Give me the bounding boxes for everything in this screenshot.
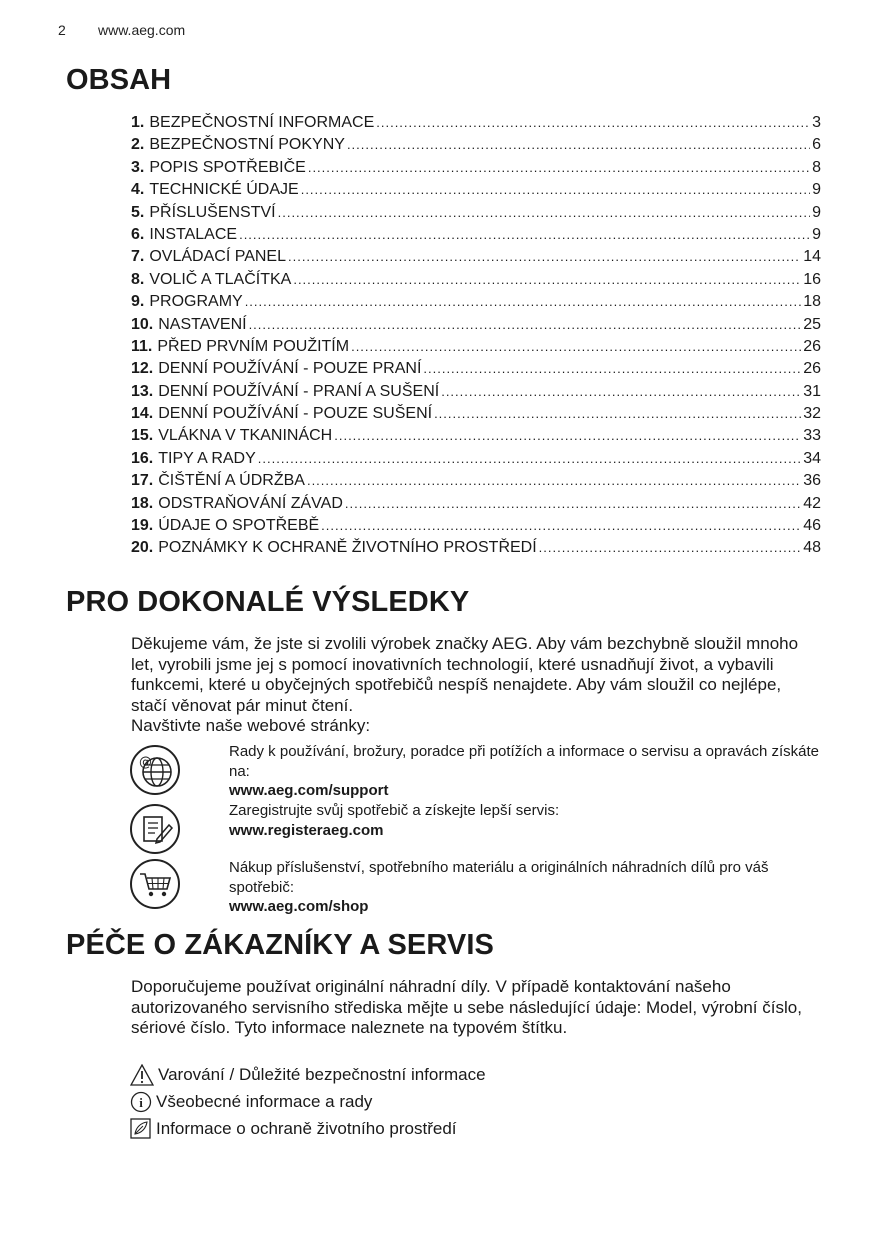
toc-item-title: VLÁKNA V TKANINÁCH	[158, 427, 333, 445]
toc-item[interactable]	[131, 112, 821, 134]
toc-item-number: 5.	[131, 203, 145, 221]
toc-leader-dots	[293, 269, 801, 291]
register-link-text	[229, 801, 819, 840]
toc-item[interactable]	[131, 470, 821, 492]
website-link[interactable]: www.aeg.com	[98, 22, 186, 38]
toc-leader-dots	[321, 515, 801, 537]
shop-description: Nákup příslušenství, spotřebního materiálu a originálních náhradních dílů pro váš spotřebič:	[229, 859, 769, 896]
contents-title: OBSAH	[66, 64, 172, 96]
toc-item-title: BEZPEČNOSTNÍ INFORMACE	[149, 114, 375, 131]
toc-item-number: 10.	[131, 315, 154, 333]
toc-item-title: DENNÍ POUŽÍVÁNÍ - POUZE SUŠENÍ	[158, 405, 433, 423]
environment-legend	[130, 1118, 457, 1140]
toc-item-number: 11.	[131, 337, 153, 355]
toc-item-page: 32	[803, 405, 821, 423]
toc-item[interactable]	[131, 179, 821, 201]
toc-item-page: 34	[803, 449, 821, 467]
register-icon	[129, 803, 181, 855]
toc-item-number: 3.	[131, 158, 145, 176]
toc-item-page: 14	[803, 248, 821, 266]
warning-legend	[130, 1064, 486, 1086]
toc-item-number: 2.	[131, 136, 145, 154]
toc-item-number: 7.	[131, 248, 145, 266]
toc-item[interactable]	[131, 269, 821, 291]
toc-leader-dots	[245, 291, 802, 313]
toc-item-number: 19.	[131, 517, 154, 535]
register-description: Zaregistrujte svůj spotřebič a získejte lepší servis:	[229, 802, 560, 819]
toc-item-page: 46	[803, 517, 821, 535]
toc-item-page: 48	[803, 539, 821, 557]
toc-item-title: TIPY A RADY	[158, 449, 256, 467]
toc-leader-dots	[376, 112, 810, 134]
toc-item-number: 12.	[131, 360, 154, 378]
table-of-contents	[131, 112, 821, 560]
toc-item-title: NASTAVENÍ	[158, 315, 247, 333]
service-title: PÉČE O ZÁKAZNÍKY A SERVIS	[66, 929, 494, 961]
toc-leader-dots	[308, 157, 810, 179]
toc-item[interactable]	[131, 358, 821, 380]
toc-item[interactable]	[131, 336, 821, 358]
toc-item[interactable]	[131, 246, 821, 268]
cart-icon	[129, 858, 181, 910]
toc-item-number: 1.	[131, 114, 145, 131]
svg-text:@: @	[139, 755, 152, 770]
toc-item[interactable]	[131, 314, 821, 336]
toc-leader-dots	[334, 425, 801, 447]
toc-leader-dots	[441, 381, 801, 403]
page-header	[58, 22, 185, 38]
shop-url[interactable]: www.aeg.com/shop	[229, 898, 369, 915]
info-legend	[130, 1091, 372, 1113]
toc-item[interactable]	[131, 381, 821, 403]
service-text: Doporučujeme používat originální náhradní díly. V případě kontaktování našeho autorizovaného servisního střediska mějte u sebe následující údaje: Model, výrobní číslo, sériové číslo. Tyto informace naleznete na typovém štítku.	[131, 977, 802, 1037]
visit-website-text: Navštivte naše webové stránky:	[131, 716, 371, 735]
toc-item-title: TECHNICKÉ ÚDAJE	[149, 181, 299, 199]
toc-item-title: PŘED PRVNÍM POUŽITÍM	[157, 337, 350, 355]
shop-link-text	[229, 858, 819, 917]
toc-leader-dots	[288, 246, 801, 268]
toc-item[interactable]	[131, 537, 821, 559]
toc-item-page: 33	[803, 427, 821, 445]
toc-item-number: 17.	[131, 472, 154, 490]
toc-item-page: 26	[803, 360, 821, 378]
toc-leader-dots	[258, 448, 801, 470]
toc-item-title: OVLÁDACÍ PANEL	[149, 248, 286, 266]
toc-item[interactable]	[131, 157, 821, 179]
toc-item-page: 25	[803, 315, 821, 333]
toc-leader-dots	[434, 403, 801, 425]
toc-item-number: 15.	[131, 427, 154, 445]
toc-item-page: 6	[812, 136, 821, 154]
toc-item-page: 31	[803, 382, 821, 400]
page-number: 2	[58, 22, 66, 38]
toc-leader-dots	[423, 358, 801, 380]
toc-item[interactable]	[131, 202, 821, 224]
toc-leader-dots	[239, 224, 810, 246]
support-link-text	[229, 742, 819, 801]
environment-label: Informace o ochraně životního prostředí	[156, 1119, 457, 1138]
toc-item[interactable]	[131, 425, 821, 447]
toc-item-title: POZNÁMKY K OCHRANĚ ŽIVOTNÍHO PROSTŘEDÍ	[158, 539, 537, 557]
toc-item-title: POPIS SPOTŘEBIČE	[149, 158, 306, 176]
toc-item-page: 26	[803, 337, 821, 355]
globe-icon	[129, 744, 181, 796]
toc-item-title: BEZPEČNOSTNÍ POKYNY	[149, 136, 345, 154]
toc-leader-dots	[278, 202, 810, 224]
toc-leader-dots	[345, 493, 801, 515]
toc-item-page: 3	[812, 114, 821, 131]
toc-item[interactable]	[131, 224, 821, 246]
toc-item[interactable]	[131, 134, 821, 156]
results-intro: Děkujeme vám, že jste si zvolili výrobek značky AEG. Aby vám bezchybně sloužil mnoho let, vyrobili jsme jej s pomocí inovativních technologií, které usnadňují život, a vybavili funkcemi, které u obyčejných spotřebičů nespíš nenajdete. Aby vám sloužil co nejlépe, stačí věnovat pár minut čtení.	[131, 634, 799, 715]
toc-item-page: 18	[803, 293, 821, 311]
toc-item-number: 8.	[131, 270, 145, 288]
toc-item-title: PŘÍSLUŠENSTVÍ	[149, 203, 276, 221]
toc-item-page: 9	[812, 181, 821, 199]
toc-item-number: 9.	[131, 293, 145, 311]
toc-leader-dots	[301, 179, 810, 201]
toc-item-number: 6.	[131, 225, 145, 243]
environment-icon	[130, 1118, 152, 1140]
toc-item-title: ČIŠTĚNÍ A ÚDRŽBA	[158, 472, 305, 490]
toc-leader-dots	[351, 336, 801, 358]
toc-leader-dots	[249, 314, 802, 336]
toc-item[interactable]	[131, 291, 821, 313]
toc-item-page: 16	[803, 270, 821, 288]
toc-item-page: 36	[803, 472, 821, 490]
info-label: Všeobecné informace a rady	[156, 1092, 373, 1111]
warning-icon	[130, 1064, 154, 1086]
svg-text:i: i	[139, 1095, 143, 1110]
toc-item-title: INSTALACE	[149, 225, 238, 243]
toc-item-title: ÚDAJE O SPOTŘEBĚ	[158, 517, 320, 535]
info-icon	[130, 1091, 152, 1113]
toc-leader-dots	[539, 537, 802, 559]
toc-item-title: DENNÍ POUŽÍVÁNÍ - POUZE PRANÍ	[158, 360, 422, 378]
toc-item-number: 20.	[131, 539, 154, 557]
toc-item-page: 8	[812, 158, 821, 176]
toc-item-page: 9	[812, 203, 821, 221]
toc-item-page: 9	[812, 225, 821, 243]
toc-item-number: 4.	[131, 181, 145, 199]
toc-item-number: 13.	[131, 382, 154, 400]
support-url[interactable]: www.aeg.com/support	[229, 782, 389, 799]
toc-item-title: PROGRAMY	[149, 293, 243, 311]
results-title: PRO DOKONALÉ VÝSLEDKY	[66, 586, 470, 618]
toc-item-title: ODSTRAŇOVÁNÍ ZÁVAD	[158, 494, 343, 512]
support-description: Rady k používání, brožury, poradce při potížích a informace o servisu a opravách získáte na:	[229, 743, 820, 780]
toc-item-page: 42	[803, 494, 821, 512]
toc-item-number: 14.	[131, 405, 154, 423]
toc-item[interactable]	[131, 515, 821, 537]
register-url[interactable]: www.registeraeg.com	[229, 821, 384, 839]
toc-item[interactable]	[131, 448, 821, 470]
toc-leader-dots	[347, 134, 810, 156]
warning-label: Varování / Důležité bezpečnostní informace	[158, 1065, 486, 1084]
toc-leader-dots	[307, 470, 801, 492]
toc-item[interactable]	[131, 493, 821, 515]
toc-item-title: VOLIČ A TLAČÍTKA	[149, 270, 292, 288]
toc-item-number: 16.	[131, 449, 154, 467]
toc-item-number: 18.	[131, 494, 154, 512]
toc-item-title: DENNÍ POUŽÍVÁNÍ - PRANÍ A SUŠENÍ	[158, 382, 440, 400]
toc-item[interactable]	[131, 403, 821, 425]
